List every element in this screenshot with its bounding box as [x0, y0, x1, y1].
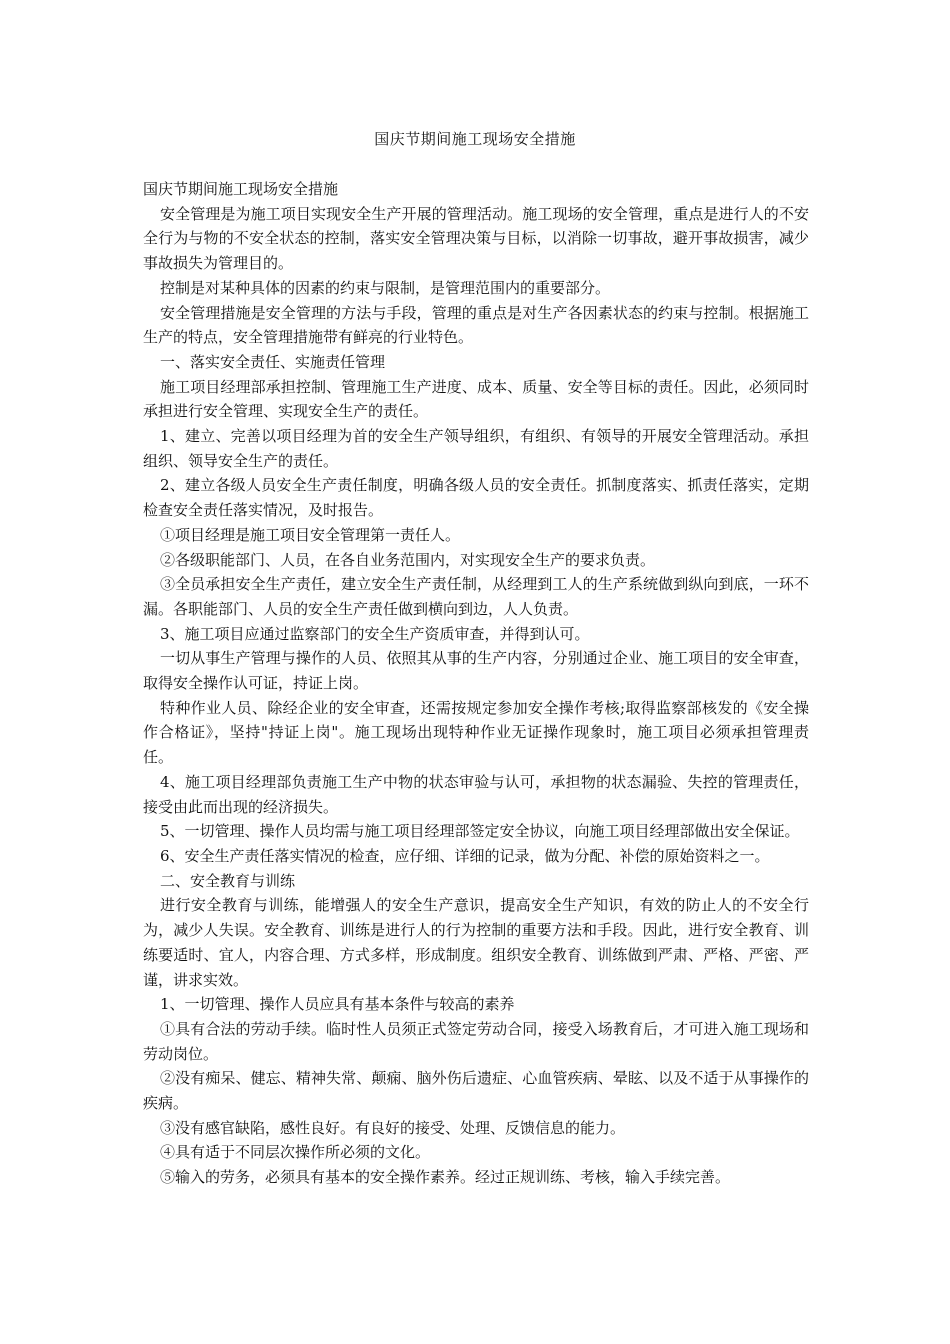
list-item: 1、建立、完善以项目经理为首的安全生产领导组织，有组织、有领导的开展安全管理活动。承担组织、领导安全生产的责任。: [143, 427, 809, 470]
section-heading: 一、落实安全责任、实施责任管理: [160, 352, 386, 371]
list-item: 1、一切管理、操作人员应具有基本条件与较高的素养: [160, 995, 515, 1014]
paragraph: 特种作业人员、除经企业的安全审查，还需按规定参加安全操作考核;取得监察部核发的《安全操作合格证》，坚持"持证上岗"。施工现场出现特种作业无证操作现象时，施工项目必须承担管理责任。: [143, 698, 809, 767]
paragraph: 安全管理是为施工项目实现安全生产开展的管理活动。施工现场的安全管理，重点是进行人的不安全行为与物的不安全状态的控制，落实安全管理决策与目标，以消除一切事故，避开事故损害，减少事故损失为管理目的。: [143, 204, 809, 273]
paragraph-heading: 国庆节期间施工现场安全措施: [143, 180, 339, 198]
paragraph: 施工项目经理部承担控制、管理施工生产进度、成本、质量、安全等目标的责任。因此，必须同时承担进行安全管理、实现安全生产的责任。: [143, 377, 809, 421]
list-item: ③没有感官缺陷，感性良好。有良好的接受、处理、反馈信息的能力。: [160, 1118, 626, 1137]
list-item: ④具有适于不同层次操作所必须的文化。: [160, 1143, 431, 1162]
paragraph: 控制是对某种具体的因素的约束与限制，是管理范围内的重要部分。: [160, 278, 611, 297]
paragraph: 进行安全教育与训练，能增强人的安全生产意识，提高安全生产知识，有效的防止人的不安全行为，减少人失误。安全教育、训练是进行人的行为控制的重要方法和手段。因此，进行安全教育、训练要适时、宜人，内容合理、方式多样，形成制度。组织安全教育、训练做到严肃、严格、严密、严谨，讲求实效。: [143, 896, 809, 989]
list-item: 5、一切管理、操作人员均需与施工项目经理部签定安全协议，向施工项目经理部做出安全保证。: [160, 822, 800, 841]
list-item: 2、建立各级人员安全生产责任制度，明确各级人员的安全责任。抓制度落实、抓责任落实，定期检查安全责任落实情况，及时报告。: [143, 476, 809, 520]
list-item: ①项目经理是施工项目安全管理第一责任人。: [160, 525, 461, 544]
document-title: 国庆节期间施工现场安全措施: [374, 130, 576, 148]
list-item: 4、施工项目经理部负责施工生产中物的状态审验与认可，承担物的状态漏验、失控的管理责任，接受由此而出现的经济损失。: [143, 772, 809, 816]
list-item: 6、安全生产责任落实情况的检查，应仔细、详细的记录，做为分配、补偿的原始资料之一。: [160, 846, 770, 865]
list-item: ①具有合法的劳动手续。临时性人员须正式签定劳动合同，接受入场教育后，才可进入施工现场和劳动岗位。: [143, 1019, 809, 1063]
paragraph: 一切从事生产管理与操作的人员、依照其从事的生产内容，分别通过企业、施工项目的安全审查，取得安全操作认可证，持证上岗。: [143, 649, 809, 693]
list-item: ⑤输入的劳务，必须具有基本的安全操作素养。经过正规训练、考核，输入手续完善。: [160, 1168, 731, 1187]
section-heading: 二、安全教育与训练: [160, 871, 296, 890]
paragraph: 安全管理措施是安全管理的方法与手段，管理的重点是对生产各因素状态的约束与控制。根据施工生产的特点，安全管理措施带有鲜亮的行业特色。: [143, 303, 809, 347]
list-item: ②各级职能部门、人员，在各自业务范围内，对实现安全生产的要求负责。: [160, 550, 656, 569]
list-item: 3、施工项目应通过监察部门的安全生产资质审查，并得到认可。: [160, 624, 590, 643]
document-body: [143, 177, 809, 1190]
list-item: ②没有痴呆、健忘、精神失常、颠痫、脑外伤后遗症、心血管疾病、晕眩、以及不适于从事操作的疾病。: [143, 1069, 809, 1113]
list-item: ③全员承担安全生产责任，建立安全生产责任制，从经理到工人的生产系统做到纵向到底，一环不漏。各职能部门、人员的安全生产责任做到横向到边，人人负责。: [143, 575, 809, 618]
